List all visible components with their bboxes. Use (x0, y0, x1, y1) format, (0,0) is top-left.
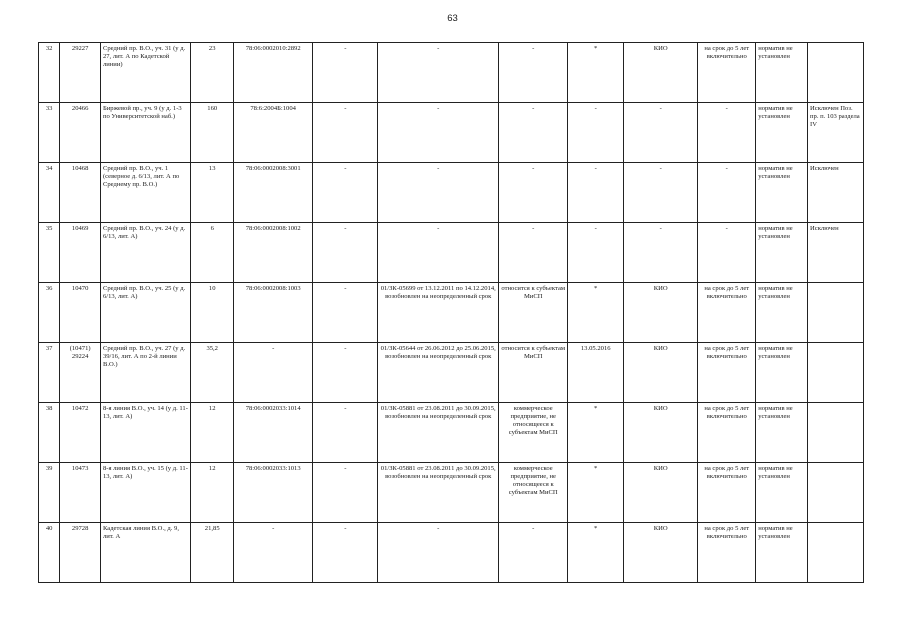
cadastral-cell: - (234, 343, 313, 403)
date-cell: 13.05.2016 (568, 343, 624, 403)
norm-cell: норматив не установлен (756, 223, 808, 283)
authority-cell: - (624, 103, 698, 163)
authority-cell: КИО (624, 343, 698, 403)
norm-cell: норматив не установлен (756, 343, 808, 403)
row-number: 32 (39, 43, 60, 103)
table-row (39, 523, 864, 583)
address-cell: Кадетская линия В.О., д. 9, лит. А (100, 523, 190, 583)
tenant-status-cell: коммерческое предприятие, не относящееся к субъектам МиСП (499, 463, 568, 523)
term-cell: - (698, 223, 756, 283)
row-number: 40 (39, 523, 60, 583)
date-cell: - (568, 103, 624, 163)
contract-cell: - (378, 163, 499, 223)
area-cell: 23 (191, 43, 234, 103)
norm-cell: норматив не установлен (756, 103, 808, 163)
object-id: 29728 (60, 523, 101, 583)
norm-cell: норматив не установлен (756, 463, 808, 523)
area-cell: 6 (191, 223, 234, 283)
term-cell: на срок до 5 лет включительно (698, 43, 756, 103)
col-6-cell: - (313, 223, 378, 283)
area-cell: 21,85 (191, 523, 234, 583)
cadastral-cell: - (234, 523, 313, 583)
cadastral-cell: 78:06:0002008:3001 (234, 163, 313, 223)
authority-cell: КИО (624, 43, 698, 103)
object-id: (10471) 29224 (60, 343, 101, 403)
contract-cell: 01/ЗК-05881 от 23.08.2011 до 30.09.2015, возобновлен на неопределенный срок (378, 463, 499, 523)
date-cell: * (568, 523, 624, 583)
tenant-status-cell: коммерческое предприятие, не относящееся к субъектам МиСП (499, 403, 568, 463)
note-cell (808, 283, 864, 343)
term-cell: на срок до 5 лет включительно (698, 523, 756, 583)
authority-cell: КИО (624, 283, 698, 343)
col-6-cell: - (313, 523, 378, 583)
term-cell: на срок до 5 лет включительно (698, 463, 756, 523)
registry-table (38, 42, 864, 583)
date-cell: * (568, 463, 624, 523)
cadastral-cell: 78:6:2004Б:1004 (234, 103, 313, 163)
area-cell: 35,2 (191, 343, 234, 403)
row-number: 37 (39, 343, 60, 403)
authority-cell: КИО (624, 463, 698, 523)
row-number: 39 (39, 463, 60, 523)
contract-cell: - (378, 523, 499, 583)
address-cell: Средний пр. В.О., уч. 24 (у д. 6/13, лит. А) (100, 223, 190, 283)
date-cell: * (568, 403, 624, 463)
date-cell: * (568, 283, 624, 343)
table-row (39, 283, 864, 343)
tenant-status-cell: - (499, 43, 568, 103)
tenant-status-cell: - (499, 223, 568, 283)
tenant-status-cell: относится к субъектам МиСП (499, 343, 568, 403)
contract-cell: 01/ЗК-05699 от 13.12.2011 по 14.12.2014, возобновлен на неопределенный срок (378, 283, 499, 343)
address-cell: Биржевой пр., уч. 9 (у д. 1-3 по Университетской наб.) (100, 103, 190, 163)
object-id: 10473 (60, 463, 101, 523)
note-cell: Исключен (808, 163, 864, 223)
table-row (39, 403, 864, 463)
contract-cell: 01/ЗК-05881 от 23.08.2011 до 30.09.2015, возобновлен на неопределенный срок (378, 403, 499, 463)
col-6-cell: - (313, 403, 378, 463)
area-cell: 12 (191, 403, 234, 463)
norm-cell: норматив не установлен (756, 283, 808, 343)
col-6-cell: - (313, 43, 378, 103)
tenant-status-cell: - (499, 163, 568, 223)
table-row (39, 223, 864, 283)
authority-cell: - (624, 163, 698, 223)
contract-cell: - (378, 223, 499, 283)
term-cell: - (698, 163, 756, 223)
cadastral-cell: 78:06:0002033:1014 (234, 403, 313, 463)
object-id: 10469 (60, 223, 101, 283)
date-cell: * (568, 43, 624, 103)
cadastral-cell: 78:06:0002008:1002 (234, 223, 313, 283)
address-cell: Средний пр. В.О., уч. 25 (у д. 6/13, лит. А) (100, 283, 190, 343)
note-cell: Исключен (808, 223, 864, 283)
note-cell: Исключен Поз. пр. п. 103 раздела IV (808, 103, 864, 163)
term-cell: - (698, 103, 756, 163)
area-cell: 12 (191, 463, 234, 523)
norm-cell: норматив не установлен (756, 523, 808, 583)
row-number: 36 (39, 283, 60, 343)
authority-cell: КИО (624, 523, 698, 583)
contract-cell: - (378, 103, 499, 163)
table-row (39, 463, 864, 523)
area-cell: 10 (191, 283, 234, 343)
col-6-cell: - (313, 163, 378, 223)
tenant-status-cell: - (499, 103, 568, 163)
cadastral-cell: 78:06:0002010:2892 (234, 43, 313, 103)
object-id: 10470 (60, 283, 101, 343)
area-cell: 160 (191, 103, 234, 163)
col-6-cell: - (313, 103, 378, 163)
col-6-cell: - (313, 343, 378, 403)
address-cell: Средний пр. В.О., уч. 27 (у д. 39/16, лит. А по 2-й линии В.О.) (100, 343, 190, 403)
date-cell: - (568, 163, 624, 223)
col-6-cell: - (313, 283, 378, 343)
address-cell: Средний пр. В.О., уч. 1 (северное д. 6/13, лит. А по Среднему пр. В.О.) (100, 163, 190, 223)
row-number: 33 (39, 103, 60, 163)
col-6-cell: - (313, 463, 378, 523)
norm-cell: норматив не установлен (756, 403, 808, 463)
date-cell: - (568, 223, 624, 283)
norm-cell: норматив не установлен (756, 163, 808, 223)
contract-cell: 01/ЗК-05644 от 26.06.2012 до 25.06.2015, возобновлен на неопределенный срок (378, 343, 499, 403)
object-id: 29227 (60, 43, 101, 103)
object-id: 20466 (60, 103, 101, 163)
contract-cell: - (378, 43, 499, 103)
object-id: 10472 (60, 403, 101, 463)
term-cell: на срок до 5 лет включительно (698, 343, 756, 403)
address-cell: 8-я линия В.О., уч. 14 (у д. 11-13, лит. А) (100, 403, 190, 463)
note-cell (808, 343, 864, 403)
table-row (39, 103, 864, 163)
address-cell: 8-я линия В.О., уч. 15 (у д. 11-13, лит. А) (100, 463, 190, 523)
table-row (39, 43, 864, 103)
term-cell: на срок до 5 лет включительно (698, 403, 756, 463)
note-cell (808, 43, 864, 103)
authority-cell: - (624, 223, 698, 283)
table-row (39, 343, 864, 403)
table-row (39, 163, 864, 223)
authority-cell: КИО (624, 403, 698, 463)
note-cell (808, 523, 864, 583)
cadastral-cell: 78:06:0002033:1013 (234, 463, 313, 523)
object-id: 10468 (60, 163, 101, 223)
note-cell (808, 403, 864, 463)
row-number: 38 (39, 403, 60, 463)
row-number: 34 (39, 163, 60, 223)
note-cell (808, 463, 864, 523)
page-number: 63 (447, 13, 458, 24)
tenant-status-cell: относится к субъектам МиСП (499, 283, 568, 343)
area-cell: 13 (191, 163, 234, 223)
address-cell: Средний пр. В.О., уч. 31 (у д. 27, лит. А по Кадетской линии) (100, 43, 190, 103)
tenant-status-cell: - (499, 523, 568, 583)
cadastral-cell: 78:06:0002008:1003 (234, 283, 313, 343)
norm-cell: норматив не установлен (756, 43, 808, 103)
term-cell: на срок до 5 лет включительно (698, 283, 756, 343)
row-number: 35 (39, 223, 60, 283)
